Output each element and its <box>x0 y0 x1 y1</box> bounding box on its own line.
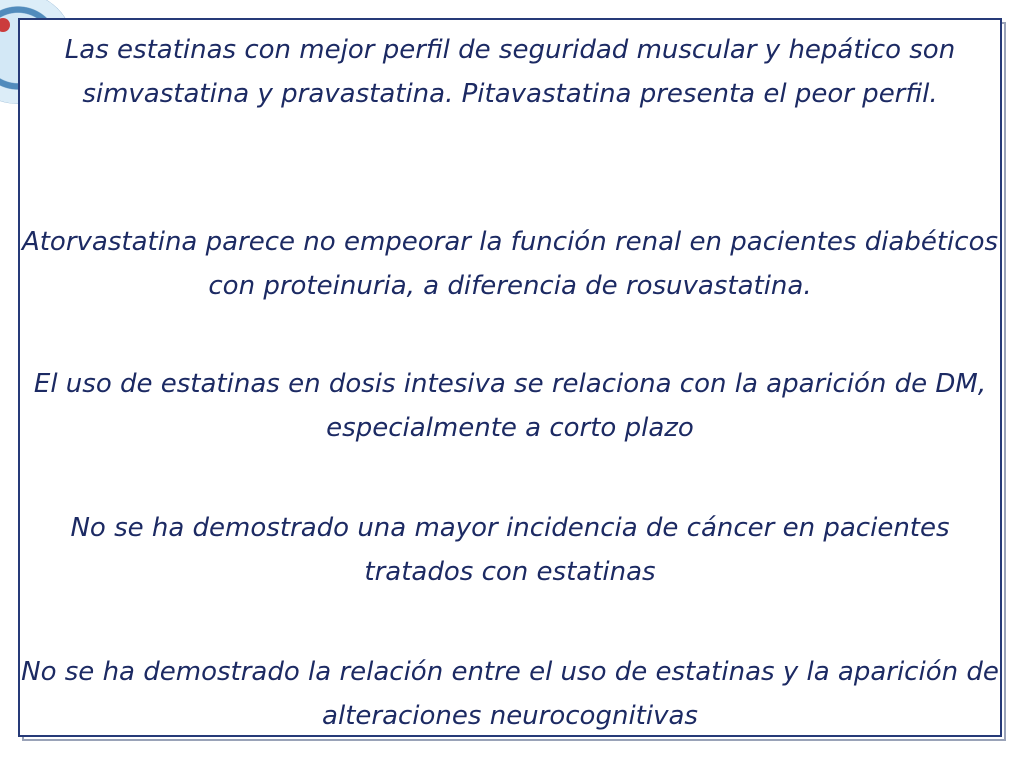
logo-mark-icon <box>0 18 10 32</box>
paragraph-diabetes-risk: El uso de estatinas en dosis intesiva se relaciona con la aparición de DM, especialmente a corto plazo <box>33 369 987 443</box>
slide-content <box>20 20 1000 735</box>
paragraph-cancer-incidence: No se ha demostrado una mayor incidencia de cáncer en pacientes tratados con estatinas <box>70 513 950 587</box>
paragraph-neurocognitive: No se ha demostrado la relación entre el uso de estatinas y la aparición de alteraciones neurocognitivas <box>21 657 999 731</box>
paragraph-renal-function: Atorvastatina parece no empeorar la función renal en pacientes diabéticos con proteinuria, a diferencia de rosuvastatina. <box>21 227 999 301</box>
paragraph-safety-profile: Las estatinas con mejor perfil de seguridad muscular y hepático son simvastatina y pravastatina. Pitavastatina presenta el peor perfil. <box>64 35 956 109</box>
